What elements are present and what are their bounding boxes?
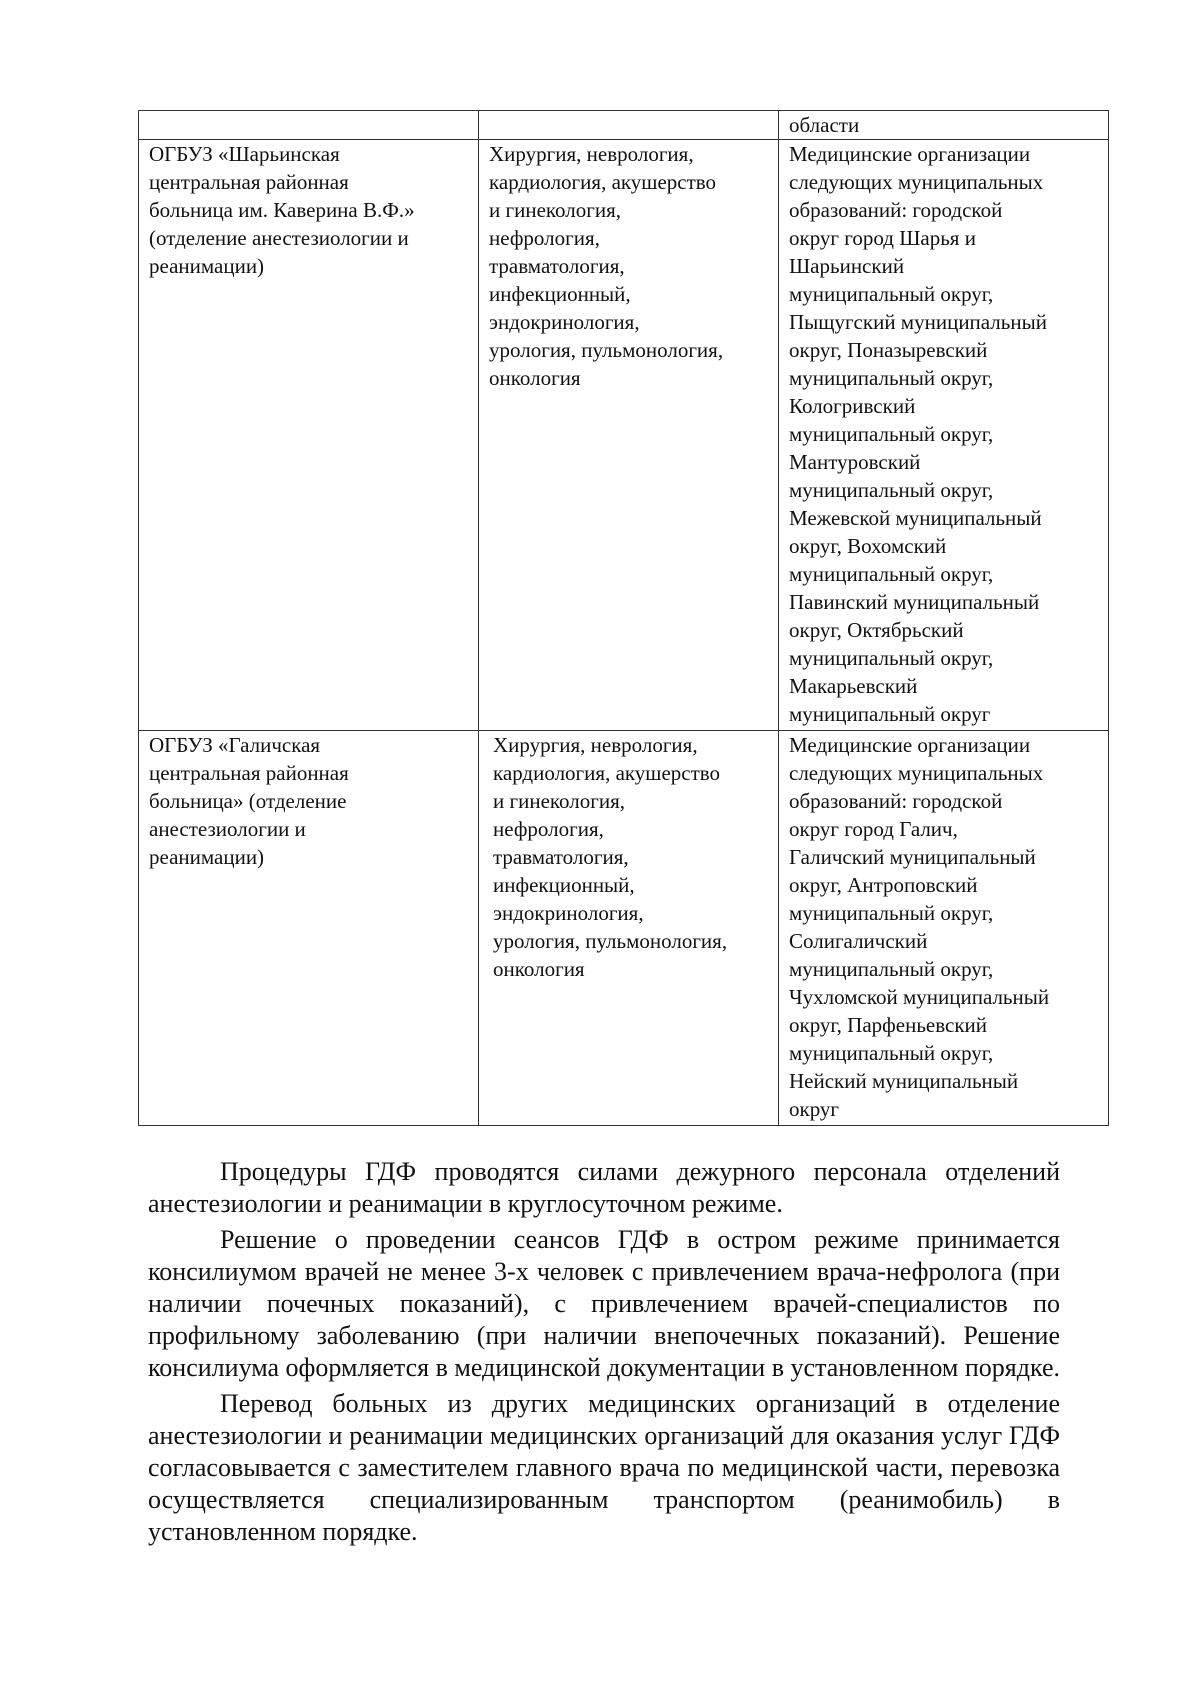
table-row — [139, 731, 1109, 1126]
table-cell-organization: ОГБУЗ «Шарьинская центральная районная больница им. Каверина В.Ф.» (отделение анестезиологии и реанимации) — [139, 140, 479, 731]
table-cell-organization: ОГБУЗ «Галичская центральная районная больница» (отделение анестезиологии и реанимации) — [139, 731, 479, 1126]
table-row — [139, 140, 1109, 731]
table-cell-territories: области — [779, 111, 1109, 140]
table-cell-profiles: Хирургия, неврология, кардиология, акушерство и гинекология, нефрология, травматология, инфекционный, эндокринология, урология, пульмонология, онкология — [479, 731, 779, 1126]
paragraph: Перевод больных из других медицинских организаций в отделение анестезиологии и реанимации медицинских организаций для оказания услуг ГДФ согласовывается с заместителем главного врача по медицинской части, перевозка осуществляется специализированным транспортом (реанимобиль) в установленном порядке. — [148, 1389, 1060, 1546]
hemodiafiltration-assignment-table — [138, 110, 1109, 1126]
table-cell-profiles — [479, 111, 779, 140]
paragraph: Решение о проведении сеансов ГДФ в остром режиме принимается консилиумом врачей не менее 3-х человек с привлечением врача-нефролога (при наличии почечных показаний), с привлечением врачей-специалистов по профильному заболеванию (при наличии внепочечных показаний). Решение консилиума оформляется в медицинской документации в установленном порядке. — [148, 1225, 1061, 1382]
paragraph: Процедуры ГДФ проводятся силами дежурного персонала отделений анестезиологии и реанимации в круглосуточном режиме. — [148, 1157, 1060, 1218]
body-text — [148, 1156, 1060, 1552]
table-cell-organization — [139, 111, 479, 140]
table-cell-territories: Медицинские организации следующих муниципальных образований: городской округ город Галич, Галичский муниципальный округ, Антроповский муниципальный округ, Солигаличский муниципальный округ, Чухломской муниципальный округ, Парфеньевский муниципальный округ, Нейский муниципальный округ — [779, 731, 1109, 1126]
table-continuation-row — [139, 111, 1109, 140]
table-cell-territories: Медицинские организации следующих муниципальных образований: городской округ город Шарья и Шарьинский муниципальный округ, Пыщугский муниципальный округ, Поназыревский муниципальный округ, Кологривский муниципальный округ, Мантуровский муниципальный округ, Межевской муниципальный округ, Вохомский муниципальный округ, Павинский муниципальный округ, Октябрьский муниципальный округ, Макарьевский муниципальный округ — [779, 140, 1109, 731]
table-cell-profiles: Хирургия, неврология, кардиология, акушерство и гинекология, нефрология, травматология, инфекционный, эндокринология, урология, пульмонология, онкология — [479, 140, 779, 731]
